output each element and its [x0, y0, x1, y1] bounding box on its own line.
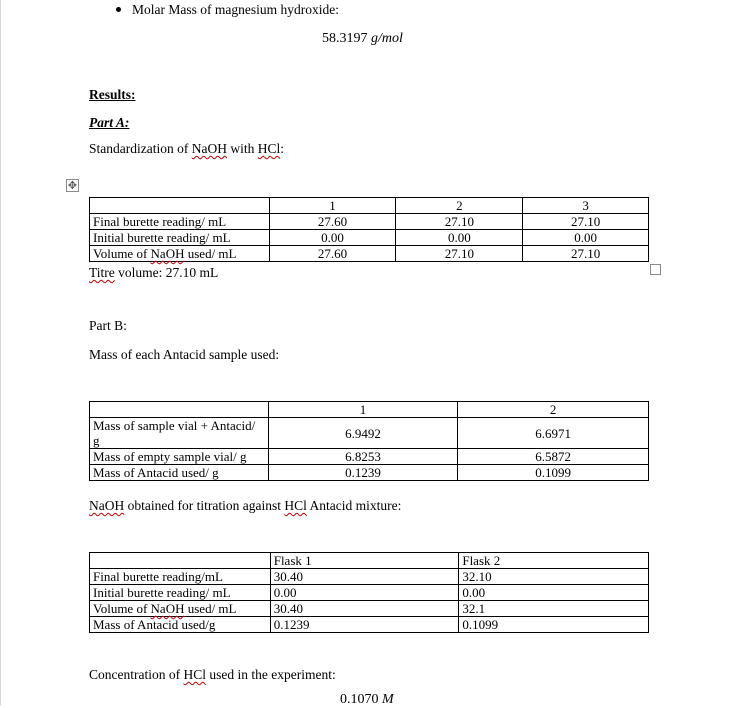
table-row [90, 214, 649, 230]
table-header-cell: Flask 1 [270, 553, 459, 569]
table-row [90, 569, 649, 585]
table-cell: 6.5872 [458, 449, 649, 465]
table-cell: 6.6971 [458, 418, 649, 449]
table-cell: 0.00 [396, 230, 523, 246]
row-label: Mass of sample vial + Antacid/ g [90, 418, 269, 449]
table-cell: 0.00 [270, 585, 459, 601]
table-header-cell [90, 553, 271, 569]
mass-heading: Mass of each Antacid sample used: [89, 347, 280, 362]
table-cell: 0.00 [523, 230, 649, 246]
results-heading: Results: [89, 87, 136, 102]
table-cell: 0.1099 [459, 617, 649, 633]
table-row [90, 449, 649, 465]
table-cell: 0.1239 [268, 465, 458, 481]
table-cell: 30.40 [270, 601, 459, 617]
concentration-value: 0.1070 M [340, 692, 394, 707]
table-row [90, 246, 649, 262]
table-resize-handle[interactable] [650, 264, 661, 275]
table-row [90, 601, 649, 617]
table-row [90, 617, 649, 633]
molar-mass-label: Molar Mass of magnesium hydroxide: [132, 2, 339, 17]
row-label: Final burette reading/mL [90, 569, 271, 585]
titration-table [89, 552, 649, 633]
part-b-heading: Part B: [89, 318, 127, 333]
table-header-cell: 1 [269, 198, 396, 214]
table-header-cell: 3 [523, 198, 649, 214]
row-label: Mass of Antacid used/g [90, 617, 271, 633]
standardization-table [89, 197, 649, 262]
titration-heading: NaOH obtained for titration against HCl Antacid mixture: [89, 498, 402, 513]
table-cell: 27.10 [396, 246, 523, 262]
part-a-heading: Part A: [89, 115, 130, 130]
table-move-handle-icon[interactable]: ✥ [67, 179, 78, 192]
table-cell: 27.60 [269, 214, 396, 230]
table-header-cell [90, 402, 269, 418]
table-row [90, 418, 649, 449]
table-row [90, 465, 649, 481]
table-cell: 27.60 [269, 246, 396, 262]
table-cell: 0.1239 [270, 617, 459, 633]
table-row [90, 585, 649, 601]
page-left-edge [0, 0, 1, 706]
titre-volume: Titre volume: 27.10 mL [89, 265, 219, 280]
table-cell: 32.1 [459, 601, 649, 617]
table-row [90, 230, 649, 246]
table-cell: 0.00 [459, 585, 649, 601]
table-cell: 27.10 [396, 214, 523, 230]
row-label: Volume of NaOH used/ mL [90, 246, 270, 262]
table-cell: 0.00 [269, 230, 396, 246]
row-label: Mass of Antacid used/ g [90, 465, 269, 481]
table-cell: 6.8253 [268, 449, 458, 465]
row-label: Mass of empty sample vial/ g [90, 449, 269, 465]
table-cell: 0.1099 [458, 465, 649, 481]
table-header-cell: 2 [458, 402, 649, 418]
table-header-cell: Flask 2 [459, 553, 649, 569]
molar-mass-value: 58.3197 g/mol [322, 31, 403, 46]
table-header-cell [90, 198, 270, 214]
table-cell: 27.10 [523, 214, 649, 230]
table-cell: 6.9492 [268, 418, 458, 449]
bullet-point [116, 7, 121, 12]
table-header-cell: 2 [396, 198, 523, 214]
row-label: Final burette reading/ mL [90, 214, 270, 230]
row-label: Initial burette reading/ mL [90, 230, 270, 246]
concentration-heading: Concentration of HCl used in the experiment: [89, 667, 336, 682]
antacid-mass-table [89, 401, 649, 481]
row-label: Volume of NaOH used/ mL [90, 601, 271, 617]
table-cell: 30.40 [270, 569, 459, 585]
standardization-heading: Standardization of NaOH with HCl: [89, 141, 285, 156]
table-cell: 32.10 [459, 569, 649, 585]
table-header-cell: 1 [268, 402, 458, 418]
table-cell: 27.10 [523, 246, 649, 262]
row-label: Initial burette reading/ mL [90, 585, 271, 601]
